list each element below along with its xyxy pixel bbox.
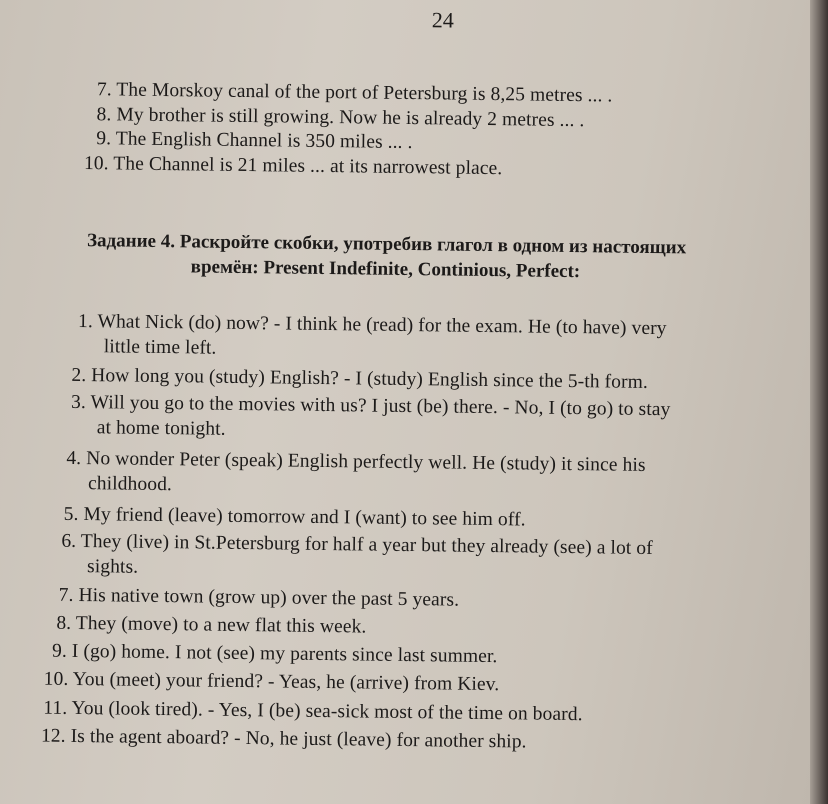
top-item-10: 10. The Channel is 21 miles ... at its narrowest place. <box>83 153 503 180</box>
exercise-line: 7. His native town (grow up) over the past 5 years. <box>58 584 460 611</box>
page-number: 24 <box>431 7 454 33</box>
exercise-line: 9. I (go) home. I not (see) my parents since last summer. <box>51 640 498 668</box>
exercise-line: 10. You (meet) your friend? - Yeas, he (arrive) from Kiev. <box>43 668 500 696</box>
exercise-line: 11. You (look tired). - Yes, I (be) sea-sick most of the time on board. <box>43 697 583 726</box>
exercise-line: sights. <box>86 556 139 578</box>
exercise-line: 2. How long you (study) English? - I (study) English since the 5-th form. <box>71 364 649 393</box>
exercise-line: 12. Is the agent aboard? - No, he just (leave) for another ship. <box>40 725 527 753</box>
top-item-9: 9. The English Channel is 350 miles ... . <box>96 128 413 154</box>
task-heading-line1: Задание 4. Раскройте скобки, употребив глагол в одном из настоящих <box>86 230 687 259</box>
exercise-line: 1. What Nick (do) now? - I think he (read) for the exam. He (to have) very <box>77 310 667 340</box>
exercise-line: 5. My friend (leave) tomorrow and I (want) to see him off. <box>63 503 526 531</box>
exercise-line: 4. No wonder Peter (speak) English perfectly well. He (study) it since his <box>66 447 646 476</box>
top-item-8: 8. My brother is still growing. Now he is already 2 metres ... . <box>96 104 585 132</box>
exercise-line: childhood. <box>87 473 173 496</box>
task-heading-line2: времён: Present Indefinite, Continious, Perfect: <box>190 256 581 283</box>
exercise-line: 6. They (live) in St.Petersburg for half a year but they already (see) a lot of <box>61 530 653 560</box>
exercise-line: 8. They (move) to a new flat this week. <box>56 612 367 638</box>
exercise-line: at home tonight. <box>96 417 226 440</box>
exercise-line: little time left. <box>103 336 217 359</box>
page-edge-shadow <box>810 0 828 804</box>
exercise-line: 3. Will you go to the movies with us? I just (be) there. - No, I (to go) to stay <box>70 391 671 421</box>
top-item-7: 7. The Morskoy canal of the port of Petersburg is 8,25 metres ... . <box>96 79 613 107</box>
